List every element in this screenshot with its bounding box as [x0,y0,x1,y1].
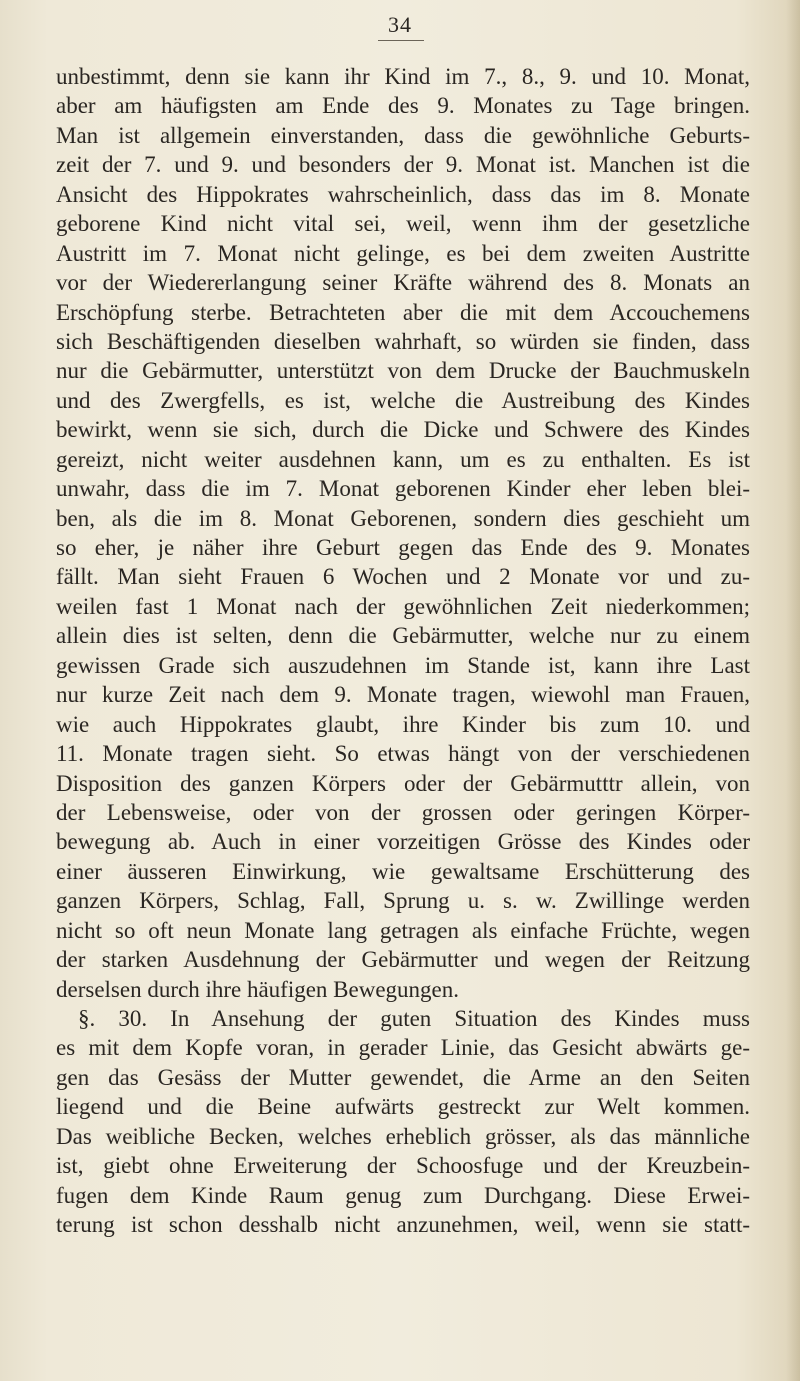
text-line: aber am häufigsten am Ende des 9. Monates zu Tage bringen. [56,93,750,119]
text-line: einer äusseren Einwirkung, wie gewaltsame Erschütterung des [56,858,750,884]
text-line: es mit dem Kopfe voran, in gerader Linie, das Gesicht abwärts ge- [56,1035,750,1061]
text-line: derselsen durch ihre häufigen Bewegungen. [56,976,459,1002]
text-line: wie auch Hippokrates glaubt, ihre Kinder bis zum 10. und [56,711,750,737]
text-line: bewegung ab. Auch in einer vorzeitigen Grösse des Kindes oder [56,829,750,855]
text-line: vor der Wiedererlangung seiner Kräfte während des 8. Monats an [56,270,750,296]
text-line: unwahr, dass die im 7. Monat geborenen Kinder eher leben blei- [56,476,750,502]
text-line: unbestimmt, denn sie kann ihr Kind im 7., 8., 9. und 10. Monat, [56,64,750,89]
text-line: der starken Ausdehnung der Gebärmutter und wegen der Reitzung [56,947,750,973]
text-line: allein dies ist selten, denn die Gebärmutter, welche nur zu einem [56,623,750,649]
text-line: bewirkt, wenn sie sich, durch die Dicke und Schwere des Kindes [56,417,750,443]
text-line: ganzen Körpers, Schlag, Fall, Sprung u. s. w. Zwillinge werden [56,888,750,914]
text-line: gen das Gesäss der Mutter gewendet, die Arme an den Seiten [56,1064,750,1090]
text-line: gereizt, nicht weiter ausdehnen kann, um es zu enthalten. Es ist [56,446,750,472]
page-number-rule [378,40,424,41]
text-line: Austritt im 7. Monat nicht gelinge, es bei dem zweiten Austritte [56,240,750,266]
text-line: Man ist allgemein einverstanden, dass die gewöhnliche Geburts- [56,122,750,148]
body-text [56,62,750,1240]
text-line: nur kurze Zeit nach dem 9. Monate tragen, wiewohl man Frauen, [56,682,750,708]
page-number: 34 [388,12,412,37]
text-line: sich Beschäftigenden dieselben wahrhaft, so würden sie finden, dass [56,328,750,354]
text-line: zeit der 7. und 9. und besonders der 9. Monat ist. Manchen ist die [56,152,750,178]
text-line: so eher, je näher ihre Geburt gegen das Ende des 9. Monates [56,535,750,560]
text-line: Disposition des ganzen Körpers oder der Gebärmutttr allein, von [56,770,750,796]
text-line: fällt. Man sieht Frauen 6 Wochen und 2 Monate vor und zu- [56,564,750,590]
text-line: Das weibliche Becken, welches erheblich grösser, als das männliche [56,1123,750,1149]
page-edge-shadow [786,0,800,1381]
text-line: Ansicht des Hippokrates wahrscheinlich, dass das im 8. Monate [56,181,750,207]
text-line: terung ist schon desshalb nicht anzunehmen, weil, wenn sie statt- [56,1212,750,1238]
text-line: nicht so oft neun Monate lang getragen als einfache Früchte, wegen [56,917,750,943]
text-line: weilen fast 1 Monat nach der gewöhnlichen Zeit niederkommen; [56,593,750,619]
text-line: der Lebensweise, oder von der grossen oder geringen Körper- [56,799,750,825]
text-line: und des Zwergfells, es ist, welche die Austreibung des Kindes [56,387,750,413]
text-line: nur die Gebärmutter, unterstützt von dem Drucke der Bauchmuskeln [56,358,750,384]
text-line: Erschöpfung sterbe. Betrachteten aber die mit dem Accouchemens [56,299,750,325]
text-line: ist, giebt ohne Erweiterung der Schoosfuge und der Kreuzbein- [56,1153,750,1179]
text-line: §. 30. In Ansehung der guten Situation des Kindes muss [78,1006,750,1031]
text-line: 11. Monate tragen sieht. So etwas hängt von der verschiedenen [56,741,750,767]
text-line: gewissen Grade sich auszudehnen im Stande ist, kann ihre Last [56,652,750,678]
text-line: geborene Kind nicht vital sei, weil, wenn ihm der gesetzliche [56,211,750,237]
text-line: ben, als die im 8. Monat Geborenen, sondern dies geschieht um [56,505,750,531]
text-line: fugen dem Kinde Raum genug zum Durchgang. Diese Erwei- [56,1182,750,1208]
text-line: liegend und die Beine aufwärts gestreckt zur Welt kommen. [56,1094,750,1120]
